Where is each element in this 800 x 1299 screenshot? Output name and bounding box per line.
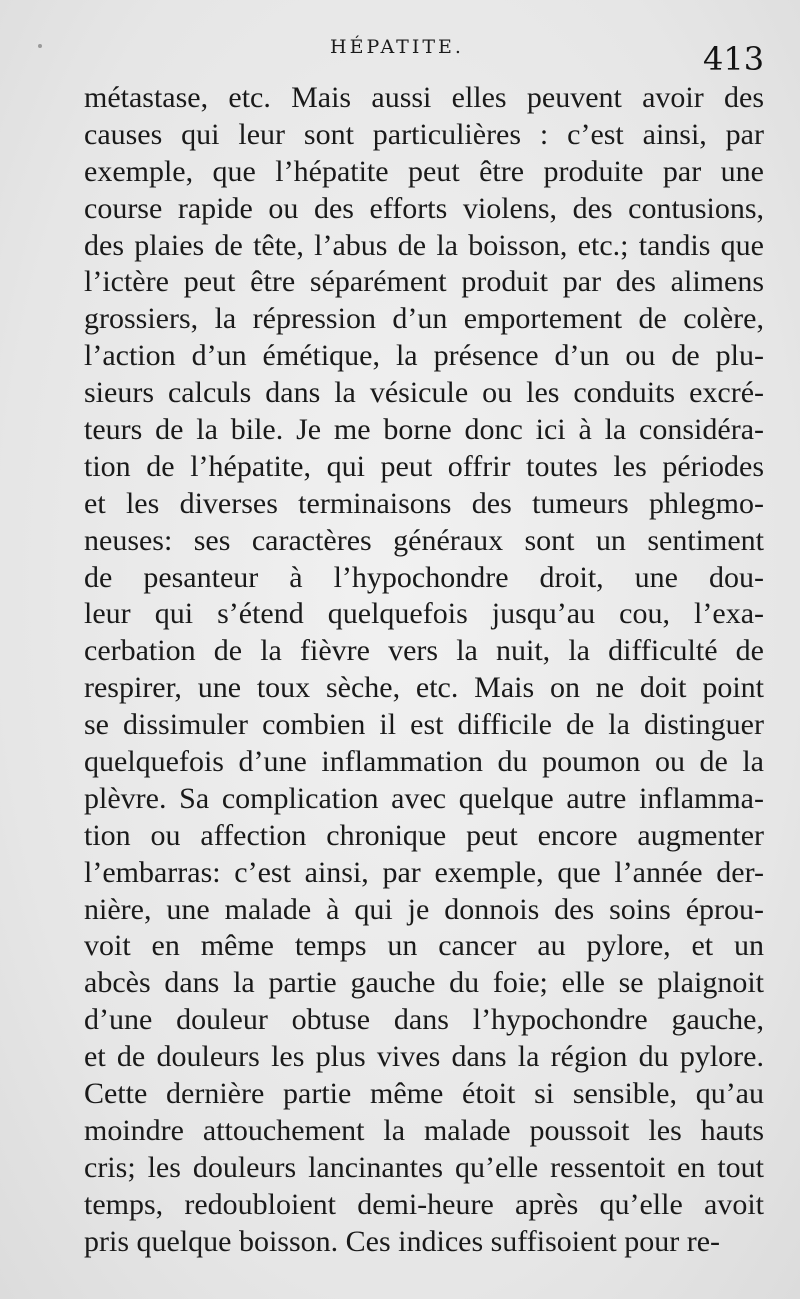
page-number: 413	[703, 40, 765, 78]
text-line: leur qui s’étend quelquefois jusqu’au cou, l’exa-	[84, 597, 764, 631]
text-line: temps, redoubloient demi-heure après qu’elle avoit	[84, 1187, 764, 1221]
text-line: voit en même temps un cancer au pylore, et un	[84, 929, 764, 963]
page-header	[0, 0, 800, 80]
text-line: et de douleurs les plus vives dans la région du pylore.	[84, 1040, 764, 1074]
text-line: et les diverses terminaisons des tumeurs phlegmo-	[84, 486, 764, 520]
text-line: respirer, une toux sèche, etc. Mais on ne doit point	[84, 671, 764, 705]
text-line: course rapide ou des efforts violens, des contusions,	[84, 191, 764, 225]
text-line: des plaies de tête, l’abus de la boisson, etc.; tandis que	[84, 228, 764, 262]
text-line: plèvre. Sa complication avec quelque autre inflamma-	[84, 781, 764, 815]
text-line: d’une douleur obtuse dans l’hypochondre gauche,	[84, 1003, 764, 1037]
running-title: HÉPATITE.	[330, 36, 464, 58]
text-line: exemple, que l’hépatite peut être produite par une	[84, 154, 764, 188]
text-line: cris; les douleurs lancinantes qu’elle ressentoit en tout	[84, 1150, 764, 1184]
text-line: tion de l’hépatite, qui peut offrir toutes les périodes	[84, 449, 764, 483]
text-line: se dissimuler combien il est difficile de la distinguer	[84, 708, 764, 742]
text-line: l’embarras: c’est ainsi, par exemple, que l’année der-	[84, 855, 764, 889]
text-line: moindre attouchement la malade poussoit les hauts	[84, 1113, 764, 1147]
text-line: neuses: ses caractères généraux sont un sentiment	[84, 523, 764, 557]
text-line: l’action d’un émétique, la présence d’un ou de plu-	[84, 339, 764, 373]
text-line: tion ou affection chronique peut encore augmenter	[84, 818, 764, 852]
text-line: pris quelque boisson. Ces indices suffisoient pour re-	[84, 1224, 721, 1258]
text-line: teurs de la bile. Je me borne donc ici à la considéra-	[84, 413, 764, 447]
margin-speck	[38, 44, 42, 48]
text-line: sieurs calculs dans la vésicule ou les conduits excré-	[84, 376, 764, 410]
body-text	[84, 80, 764, 1261]
text-line: quelquefois d’une inflammation du poumon ou de la	[84, 745, 764, 779]
text-line: de pesanteur à l’hypochondre droit, une dou-	[84, 560, 764, 594]
text-line: grossiers, la répression d’un emportement de colère,	[84, 302, 764, 336]
text-line: abcès dans la partie gauche du foie; elle se plaignoit	[84, 966, 764, 1000]
text-line: l’ictère peut être séparément produit par des alimens	[84, 265, 764, 299]
text-line: métastase, etc. Mais aussi elles peuvent avoir des	[84, 81, 764, 114]
text-line: nière, une malade à qui je donnois des soins éprou-	[84, 892, 764, 926]
text-line: cerbation de la fièvre vers la nuit, la difficulté de	[84, 634, 764, 668]
text-line: causes qui leur sont particulières : c’est ainsi, par	[84, 117, 764, 151]
text-line: Cette dernière partie même étoit si sensible, qu’au	[84, 1077, 764, 1111]
